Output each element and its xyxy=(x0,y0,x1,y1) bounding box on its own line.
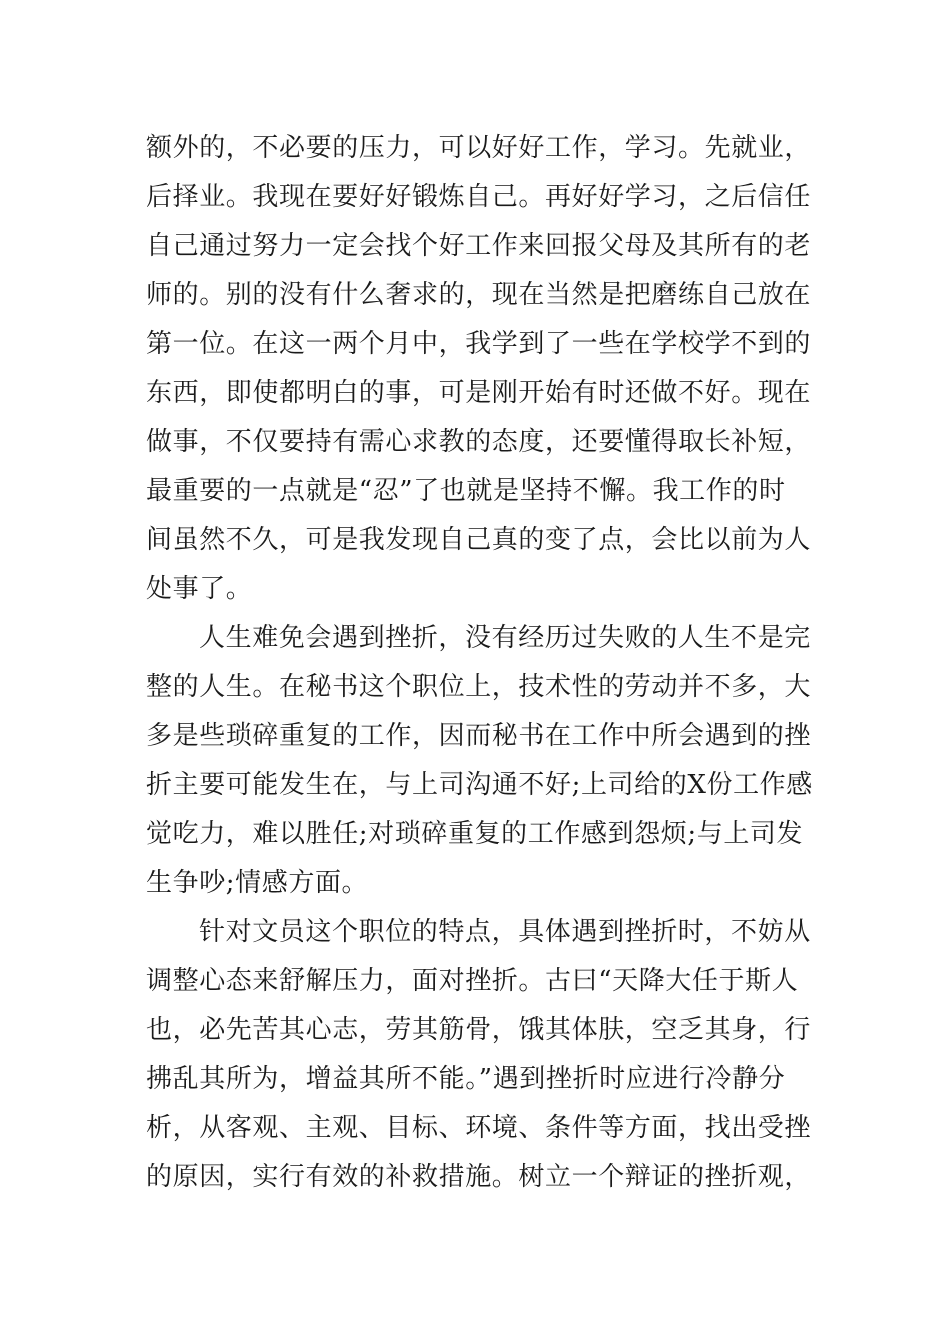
text-line: 调整心态来舒解压力，面对挫折。古曰“天降大任于斯人 xyxy=(146,966,799,996)
text-line: 析，从客观、主观、目标、环境、条件等方面，找出受挫 xyxy=(146,1113,812,1143)
text-line: 生争吵;情感方面。 xyxy=(146,868,369,898)
text-line: 也，必先苦其心志，劳其筋骨，饿其体肤，空乏其身，行 xyxy=(146,1015,812,1045)
text-line: 折主要可能发生在，与上司沟通不好;上司给的X份工作感 xyxy=(146,770,813,800)
paragraph-2 xyxy=(146,614,813,908)
text-line: 间虽然不久，可是我发现自己真的变了点，会比以前为人 xyxy=(146,525,812,555)
text-line: 做事，不仅要持有需心求教的态度，还要懂得取长补短， xyxy=(146,427,812,457)
text-line-indented: 人生难免会遇到挫折，没有经历过失败的人生不是完 xyxy=(199,623,811,653)
text-line-indented: 针对文员这个职位的特点，具体遇到挫折时，不妨从 xyxy=(199,917,811,947)
text-line: 整的人生。在秘书这个职位上，技术性的劳动并不多，大 xyxy=(146,672,812,702)
text-line: 额外的，不必要的压力，可以好好工作，学习。先就业， xyxy=(146,133,812,163)
text-line: 后择业。我现在要好好锻炼自己。再好好学习，之后信任 xyxy=(146,182,812,212)
text-line: 的原因，实行有效的补救措施。树立一个辩证的挫折观， xyxy=(146,1162,812,1192)
text-line: 师的。别的没有什么奢求的，现在当然是把磨练自己放在 xyxy=(146,280,812,310)
document-body xyxy=(146,124,813,1202)
text-line: 处事了。 xyxy=(146,574,253,604)
text-line: 多是些琐碎重复的工作，因而秘书在工作中所会遇到的挫 xyxy=(146,721,812,751)
text-line: 拂乱其所为，增益其所不能。”遇到挫折时应进行冷静分 xyxy=(146,1064,786,1094)
text-line: 最重要的一点就是“忍”了也就是坚持不懈。我工作的时 xyxy=(146,476,786,506)
paragraph-3 xyxy=(146,908,810,1202)
text-line: 觉吃力，难以胜任;对琐碎重复的工作感到怨烦;与上司发 xyxy=(146,819,804,849)
text-line: 第一位。在这一两个月中，我学到了一些在学校学不到的 xyxy=(146,329,812,359)
text-line: 自己通过努力一定会找个好工作来回报父母及其所有的老 xyxy=(146,231,812,261)
text-line: 东西，即使都明白的事，可是刚开始有时还做不好。现在 xyxy=(146,378,812,408)
paragraph-1 xyxy=(146,124,810,614)
